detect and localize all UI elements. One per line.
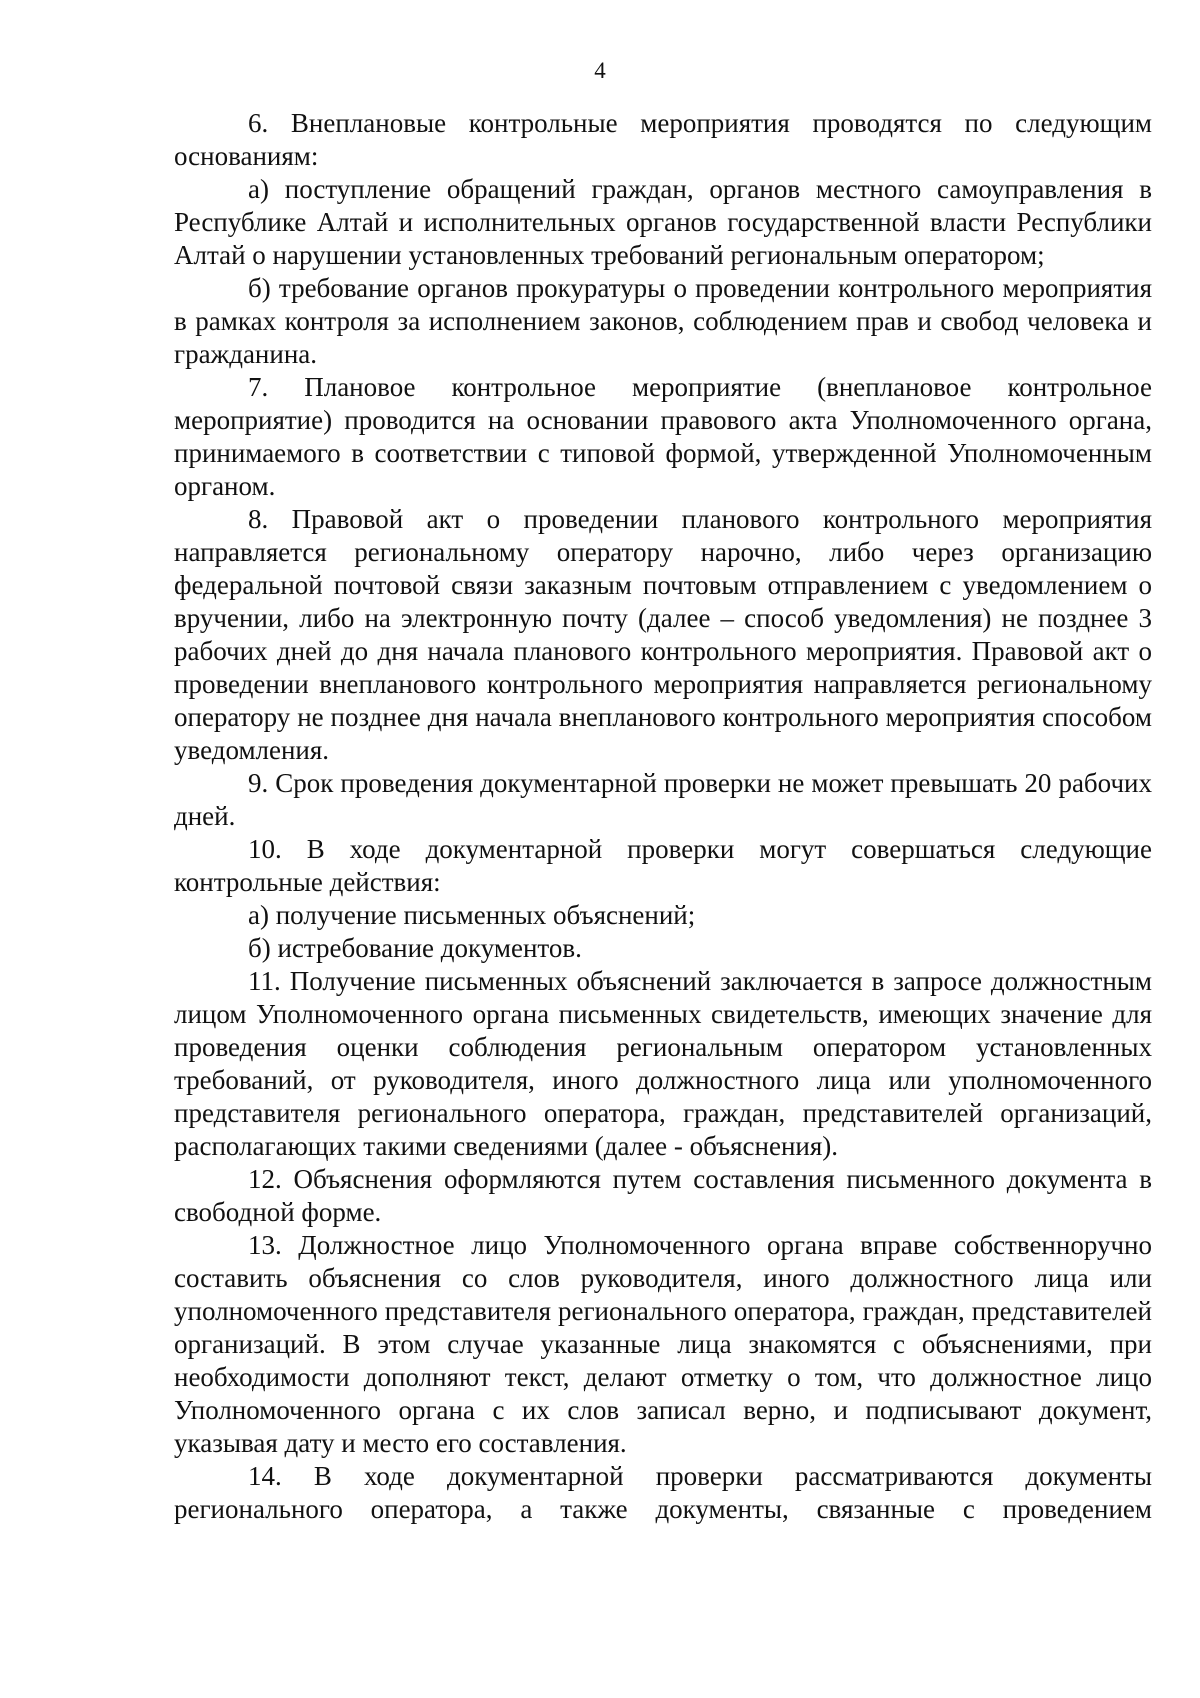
paragraph-14: 14. В ходе документарной проверки рассматриваются документы регионального оператора, а также документы, связанные с проведением: [174, 1461, 1152, 1524]
paragraph-10: 10. В ходе документарной проверки могут совершаться следующие контрольные действия:: [174, 834, 1152, 897]
document-body: [174, 107, 1152, 1526]
paragraph-13: 13. Должностное лицо Уполномоченного органа вправе собственноручно составить объяснения со слов руководителя, иного должностного лица или уполномоченного представителя регионального оператора, граждан, представителей организаций. В этом случае указанные лица знакомятся с объяснениями, при необходимости дополняют текст, делают отметку о том, что должностное лицо Уполномоченного органа с их слов записал верно, и подписывают документ, указывая дату и место его составления.: [174, 1230, 1152, 1458]
paragraph-6: 6. Внеплановые контрольные мероприятия проводятся по следующим основаниям:: [174, 108, 1152, 171]
paragraph-10a: а) получение письменных объяснений;: [248, 900, 696, 930]
paragraph-10b: б) истребование документов.: [248, 933, 582, 963]
page-number: 4: [594, 58, 606, 83]
paragraph-11: 11. Получение письменных объяснений заключается в запросе должностным лицом Уполномоченного органа письменных свидетельств, имеющих значение для проведения оценки соблюдения региональным оператором установленных требований, от руководителя, иного должностного лица или уполномоченного представителя регионального оператора, граждан, представителей организаций, располагающих такими сведениями (далее - объяснения).: [174, 966, 1152, 1161]
paragraph-12: 12. Объяснения оформляются путем составления письменного документа в свободной форме.: [174, 1164, 1152, 1227]
paragraph-6a: а) поступление обращений граждан, органов местного самоуправления в Республике Алтай и исполнительных органов государственной власти Республики Алтай о нарушении установленных требований региональным оператором;: [174, 174, 1152, 270]
paragraph-7: 7. Плановое контрольное мероприятие (внеплановое контрольное мероприятие) проводится на основании правового акта Уполномоченного органа, принимаемого в соответствии с типовой формой, утвержденной Уполномоченным органом.: [174, 372, 1152, 501]
paragraph-8: 8. Правовой акт о проведении планового контрольного мероприятия направляется региональному оператору нарочно, либо через организацию федеральной почтовой связи заказным почтовым отправлением с уведомлением о вручении, либо на электронную почту (далее – способ уведомления) не позднее 3 рабочих дней до дня начала планового контрольного мероприятия. Правовой акт о проведении внепланового контрольного мероприятия направляется региональному оператору не позднее дня начала внепланового контрольного мероприятия способом уведомления.: [174, 504, 1152, 765]
paragraph-9: 9. Срок проведения документарной проверки не может превышать 20 рабочих дней.: [174, 768, 1152, 831]
paragraph-6b: б) требование органов прокуратуры о проведении контрольного мероприятия в рамках контроля за исполнением законов, соблюдением прав и свобод человека и гражданина.: [174, 273, 1152, 369]
